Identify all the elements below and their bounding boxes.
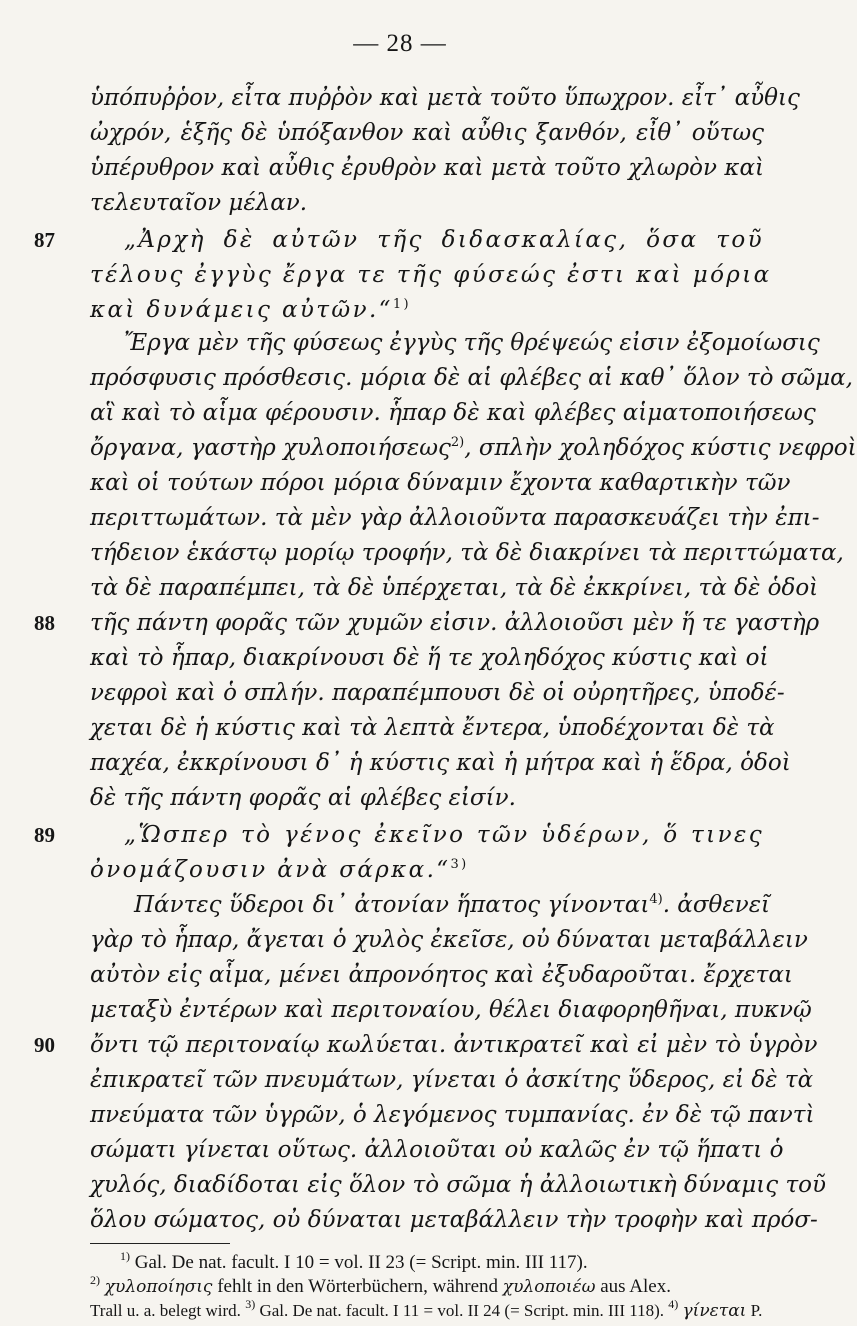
text-line: χυλός, διαδίδοται εἰς ὅλον τὸ σῶμα ἡ ἀλλοιωτικὴ δύναμις τοῦ [90, 1172, 826, 1198]
text-line: πνεύματα τῶν ὑγρῶν, ὁ λεγόμενος τυμπανίας. ἐν δὲ τῷ παντὶ [90, 1102, 815, 1128]
text-line: τέλους ἐγγὺς ἔργα τε τῆς φύσεώς ἐστι καὶ μόρια [90, 262, 772, 288]
text-line: ὀνομάζουσιν ἀνὰ σάρκα.“$^{3)}$ [90, 857, 469, 883]
margin-number: 90 [34, 1033, 55, 1057]
margin-number: 87 [34, 228, 55, 252]
text-line: τῆς πάντη φορᾶς τῶν χυμῶν εἰσιν. ἀλλοιοῦσι μὲν ἥ τε γαστὴρ [90, 610, 820, 636]
text-line: τήδειον ἑκάστῳ μορίῳ τροφήν, τὰ δὲ διακρίνει τὰ περιττώματα, [90, 540, 844, 566]
text-line: αἳ καὶ τὸ αἷμα φέρουσιν. ἧπαρ δὲ καὶ φλέβες αἱματοποιήσεως [90, 400, 816, 426]
text-line: καὶ τὸ ἧπαρ, διακρίνουσι δὲ ἥ τε χοληδόχος κύστις καὶ οἱ [90, 645, 769, 671]
text-line: ὄργανα, γαστὴρ χυλοποιήσεως$^{2)}$, σπλὴν χοληδόχος κύστις νεφροὶ [90, 435, 857, 461]
footnote-ref: 1) [392, 297, 411, 312]
text-line: ὑπόπυῤῥον, εἶτα πυῤῥὸν καὶ μετὰ τοῦτο ὕπωχρον. εἶτ᾽ αὖθις [90, 85, 800, 111]
text-line: ὠχρόν, ἑξῆς δὲ ὑπόξανθον καὶ αὖθις ξανθόν, εἶθ᾽ οὕτως [90, 120, 764, 146]
text-line: μεταξὺ ἐντέρων καὶ περιτοναίου, θέλει διαφορηθῆναι, πυκνῷ [90, 997, 812, 1023]
text-line: „Ἀρχὴ δὲ αὐτῶν τῆς διδασκαλίας, ὅσα τοῦ [124, 227, 764, 253]
text-line: ὑπέρυθρον καὶ αὖθις ἐρυθρὸν καὶ μετὰ τοῦτο χλωρὸν καὶ [90, 155, 764, 181]
text-line: δὲ τῆς πάντη φορᾶς αἱ φλέβες εἰσίν. [90, 785, 516, 811]
footnote-ref: 2) [450, 435, 465, 450]
footnote-ref: 4) [649, 892, 663, 907]
text-line: τὰ δὲ παραπέμπει, τὰ δὲ ὑπέρχεται, τὰ δὲ ἐκκρίνει, τὰ δὲ ὁδοὶ [90, 575, 819, 601]
text-line: καὶ οἱ τούτων πόροι μόρια δύναμιν ἔχοντα καθαρτικὴν τῶν [90, 470, 791, 496]
text-line: σώματι γίνεται οὕτως. ἀλλοιοῦται οὐ καλῶς ἐν τῷ ἥπατι ὁ [90, 1137, 784, 1163]
footnote-2: $^{2)}$ χυλοποίησις fehlt in den Wörterbüchern, während χυλοποιέω aus Alex. [90, 1273, 671, 1297]
text-line: αὐτὸν εἰς αἷμα, μένει ἀπρονόητος καὶ ἐξυδαροῦται. ἔρχεται [90, 962, 793, 988]
footnote-ref: 3) [450, 857, 469, 872]
footnote-rule [90, 1243, 230, 1244]
text-line: ὅλου σώματος, οὐ δύναται μεταβάλλειν τὴν τροφὴν καὶ πρόσ- [90, 1207, 818, 1233]
text-line: ἐπικρατεῖ τῶν πνευμάτων, γίνεται ὁ ἀσκίτης ὕδερος, εἰ δὲ τὰ [90, 1067, 814, 1093]
text-line: „Ὥσπερ τὸ γένος ἐκεῖνο τῶν ὑδέρων, ὅ τινες [124, 822, 764, 848]
text-line: ὄντι τῷ περιτοναίῳ κωλύεται. ἀντικρατεῖ καὶ εἰ μὲν τὸ ὑγρὸν [90, 1032, 818, 1058]
text-line: περιττωμάτων. τὰ μὲν γὰρ ἀλλοιοῦντα παρασκευάζει τὴν ἐπι- [90, 505, 820, 531]
text-line: τελευταῖον μέλαν. [90, 190, 308, 216]
margin-number: 88 [34, 611, 55, 635]
footnote-1: $^{1)}$ Gal. De nat. facult. I 10 = vol. II 23 (= Script. min. III 117). [120, 1249, 588, 1273]
text-line: Πάντες ὕδεροι δι᾽ ἀτονίαν ἥπατος γίνονται$^{4)}$. ἀσθενεῖ [134, 892, 771, 918]
text-line: γὰρ τὸ ἧπαρ, ἄγεται ὁ χυλὸς ἐκεῖσε, οὐ δύναται μεταβάλλειν [90, 927, 808, 953]
text-line: καὶ δυνάμεις αὐτῶν.“$^{1)}$ [90, 297, 411, 323]
text-line: Ἔργα μὲν τῆς φύσεως ἐγγὺς τῆς θρέψεώς εἰσιν ἐξομοίωσις [124, 330, 820, 356]
text-line: πρόσφυσις πρόσθεσις. μόρια δὲ αἱ φλέβες αἱ καθ᾽ ὅλον τὸ σῶμα, [90, 365, 853, 391]
footnote-3: Trall u. a. belegt wird. $^{3)}$ Gal. De nat. facult. I 11 = vol. II 24 (= Script. min. III 118). $^{4)}$ γίνεται P. [90, 1297, 763, 1321]
page-number: — 28 — [353, 30, 447, 57]
text-line: παχέα, ἐκκρίνουσι δ᾽ ἡ κύστις καὶ ἡ μήτρα καὶ ἡ ἕδρα, ὁδοὶ [90, 750, 791, 776]
margin-number: 89 [34, 823, 55, 847]
text-line: νεφροὶ καὶ ὁ σπλήν. παραπέμπουσι δὲ οἱ οὐρητῆρες, ὑποδέ- [90, 680, 785, 706]
text-line: χεται δὲ ἡ κύστις καὶ τὰ λεπτὰ ἔντερα, ὑποδέχονται δὲ τὰ [90, 715, 775, 741]
